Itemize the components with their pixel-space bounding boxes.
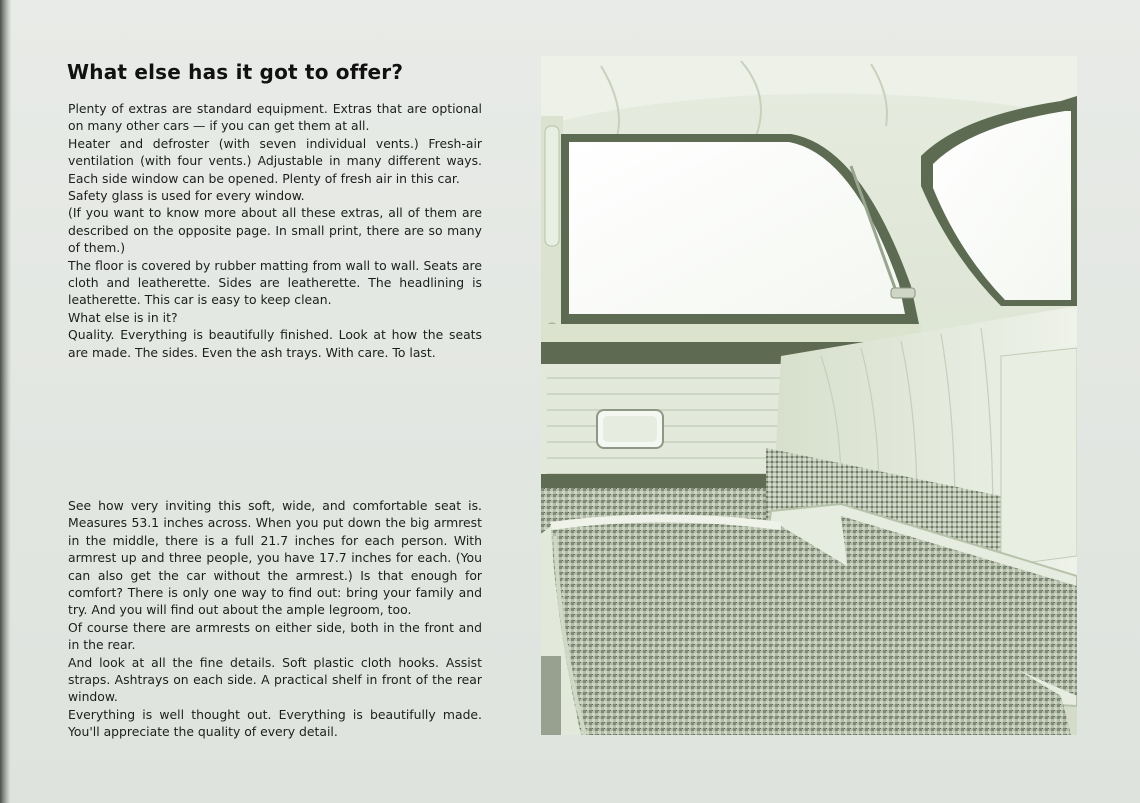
car-interior-illustration xyxy=(541,56,1077,735)
car-interior-photo xyxy=(541,56,1077,735)
paragraph: And look at all the fine details. Soft plastic cloth hooks. Assist straps. Ashtrays on each side. A practical shelf in front of the rear window. xyxy=(68,654,482,705)
paragraph: Of course there are armrests on either side, both in the front and in the rear. xyxy=(68,619,482,653)
paragraph: The floor is covered by rubber matting from wall to wall. Seats are cloth and leatherette. Sides are leatherette. The headlining is leatherette. This car is easy to keep clean. xyxy=(68,257,482,308)
paragraph: Heater and defroster (with seven individual vents.) Fresh-air ventilation (with four vents.) Adjustable in many different ways. Each side window can be opened. Plenty of fresh air in this car. xyxy=(68,135,482,186)
paragraph: What else is in it? xyxy=(68,309,178,325)
paragraph: See how very inviting this soft, wide, and comfortable seat is. Measures 53.1 inches across. When you put down the big armrest in the middle, there is a full 21.7 inches for each person. With armrest up and three people, you have 17.7 inches for each. (You can also get the car without the armrest.) Is that enough for comfort? There is only one way to find out: bring your family and try. And you will find out about the ample legroom, too. xyxy=(68,498,482,618)
binding-edge xyxy=(0,0,11,803)
paragraph: Quality. Everything is beautifully finished. Look at how the seats are made. The sides. Even the ash trays. With care. To last. xyxy=(68,327,482,360)
text-block-seat xyxy=(68,497,482,741)
text-block-extras xyxy=(68,100,482,361)
paragraph: Everything is well thought out. Everything is beautifully made. You'll appreciate the quality of every detail. xyxy=(68,706,482,740)
paragraph: Plenty of extras are standard equipment. Extras that are optional on many other cars — if you can get them at all. xyxy=(68,101,482,134)
paragraph: Safety glass is used for every window. xyxy=(68,188,305,204)
paragraph: (If you want to know more about all these extras, all of them are described on the opposite page. In small print, there are so many of them.) xyxy=(68,205,482,256)
page-heading: What else has it got to offer? xyxy=(67,60,404,84)
